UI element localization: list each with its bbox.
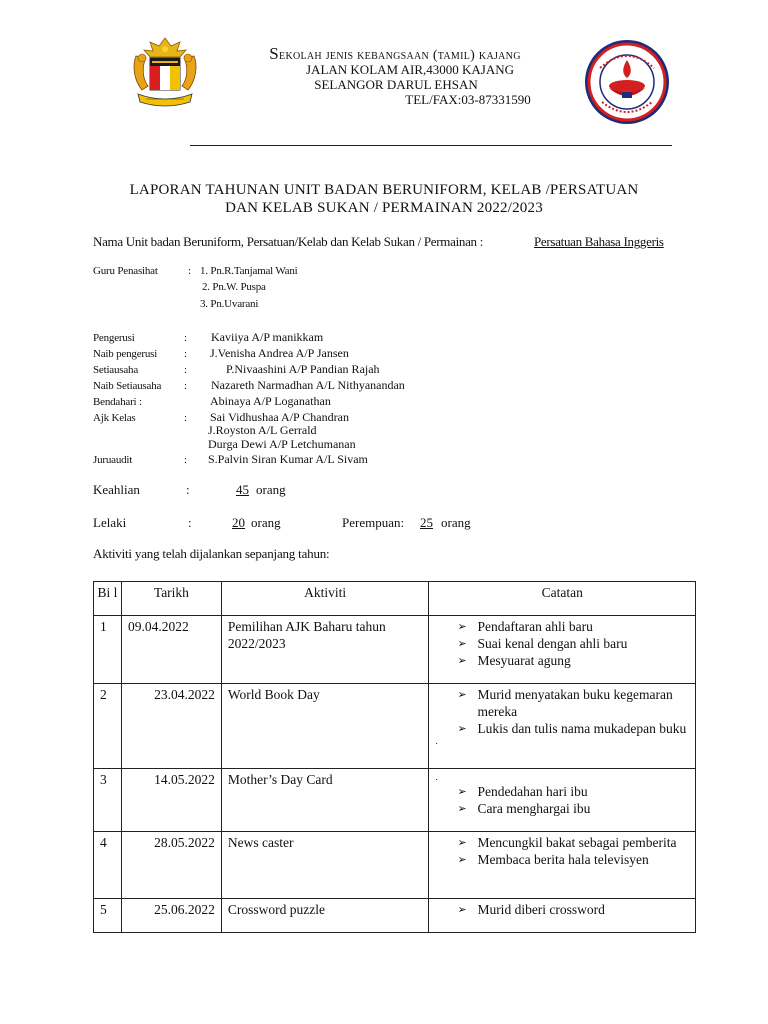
note-item: ➢ Murid diberi crossword — [457, 901, 689, 918]
committee-name: Sai Vidhushaa A/P Chandran — [210, 410, 349, 424]
membership-label: Keahlian — [93, 482, 140, 497]
school-name-initial: S — [269, 44, 280, 63]
row-date: 25.06.2022 — [121, 899, 221, 933]
committee-role: Bendahari : — [93, 396, 142, 408]
school-address-line1: JALAN KOLAM AIR,43000 KAJANG — [306, 62, 514, 77]
committee-colon: : — [184, 454, 187, 466]
male-count: 20 — [232, 515, 245, 530]
row-date: 14.05.2022 — [121, 769, 221, 832]
row-number: 4 — [94, 832, 122, 899]
note-item: ➢ Pendedahan hari ibu — [457, 783, 689, 800]
unit-name-label: Nama Unit badan Beruniform, Persatuan/Kelab dan Kelab Sukan / Permainan : — [93, 234, 484, 249]
note-item: ➢ Mesyuarat agung — [457, 652, 689, 669]
school-name — [220, 46, 570, 63]
table-row — [94, 616, 696, 684]
committee-role: Naib pengerusi — [93, 348, 158, 360]
advisor-2: 2. Pn.W. Puspa — [202, 281, 266, 293]
school-logo — [582, 38, 672, 126]
committee-colon: : — [184, 332, 187, 344]
table-header-row — [94, 582, 696, 616]
committee-name: J.Royston A/L Gerrald — [208, 423, 317, 437]
report-title-line1: LAPORAN TAHUNAN UNIT BADAN BERUNIFORM, KELAB /PERSATUAN — [129, 182, 639, 198]
unit-name-value: Persatuan Bahasa Inggeris — [534, 234, 664, 249]
activities-heading: Aktiviti yang telah dijalankan sepanjang tahun: — [93, 546, 330, 561]
row-number: 1 — [94, 616, 122, 684]
advisor-3: 3. Pn.Uvarani — [200, 298, 259, 310]
row-number: 2 — [94, 684, 122, 769]
committee-colon: : — [184, 348, 187, 360]
membership-colon: : — [186, 482, 190, 497]
committee-name: S.Palvin Siran Kumar A/L Sivam — [208, 452, 368, 466]
committee-colon: : — [184, 380, 187, 392]
committee-name: P.Nivaashini A/P Pandian Rajah — [226, 362, 380, 376]
female-count: 25 — [420, 515, 433, 530]
advisors-colon: : — [188, 265, 191, 277]
male-unit: orang — [251, 515, 281, 530]
table-row — [94, 899, 696, 933]
note-dot: . — [435, 736, 438, 746]
row-activity: Crossword puzzle — [221, 899, 429, 933]
advisor-1: 1. Pn.R.Tanjamal Wani — [200, 265, 298, 277]
header-activity: Aktiviti — [221, 582, 429, 616]
male-label: Lelaki — [93, 515, 127, 530]
row-activity: World Book Day — [221, 684, 429, 769]
header-notes: Catatan — [429, 582, 696, 616]
committee-role: Setiausaha — [93, 364, 139, 376]
table-row — [94, 769, 696, 832]
note-item: ➢ Membaca berita hala televisyen — [457, 851, 689, 868]
row-notes — [429, 684, 696, 769]
female-label: Perempuan: — [342, 515, 405, 530]
note-item: ➢ Murid menyatakan buku kegemaran mereka — [457, 686, 689, 720]
note-item: ➢ Pendaftaran ahli baru — [457, 618, 689, 635]
committee-colon: : — [184, 364, 187, 376]
row-notes — [429, 616, 696, 684]
committee-name: Nazareth Narmadhan A/L Nithyanandan — [211, 378, 405, 392]
row-date: 28.05.2022 — [121, 832, 221, 899]
row-notes — [429, 769, 696, 832]
note-item: ➢ Cara menghargai ibu — [457, 800, 689, 817]
committee-name: J.Venisha Andrea A/P Jansen — [210, 346, 349, 360]
row-notes — [429, 832, 696, 899]
row-number: 3 — [94, 769, 122, 832]
school-telfax: TEL/FAX:03-87331590 — [405, 92, 531, 107]
committee-name: Kaviiya A/P manikkam — [211, 330, 324, 344]
header-rule — [190, 145, 672, 146]
female-unit: orang — [441, 515, 471, 530]
committee-name: Abinaya A/P Loganathan — [210, 394, 331, 408]
committee-role: Naib Setiausaha — [93, 380, 162, 392]
committee-role: Juruaudit — [93, 454, 133, 466]
header-date: Tarikh — [121, 582, 221, 616]
row-number: 5 — [94, 899, 122, 933]
row-activity: Mother’s Day Card — [221, 769, 429, 832]
row-date: 09.04.2022 — [121, 616, 221, 684]
header-bil: Bi l — [94, 582, 122, 616]
school-name-rest: ekolah jenis kebangsaan (tamil) kajang — [279, 48, 521, 63]
note-dot: . — [435, 772, 438, 782]
activities-table — [93, 581, 696, 933]
membership-count: 45 — [236, 482, 249, 497]
school-address-line2: SELANGOR DARUL EHSAN — [314, 77, 478, 92]
coat-of-arms-logo — [128, 36, 202, 112]
male-colon: : — [188, 515, 192, 530]
row-date: 23.04.2022 — [121, 684, 221, 769]
note-item: ➢ Mencungkil bakat sebagai pemberita — [457, 834, 689, 851]
table-row — [94, 832, 696, 899]
committee-name: Durga Dewi A/P Letchumanan — [208, 437, 356, 451]
committee-role: Ajk Kelas — [93, 412, 136, 424]
report-title-line2: DAN KELAB SUKAN / PERMAINAN 2022/2023 — [225, 200, 543, 216]
note-item: ➢ Suai kenal dengan ahli baru — [457, 635, 689, 652]
advisors-label: Guru Penasihat — [93, 265, 158, 277]
row-activity: Pemilihan AJK Baharu tahun 2022/2023 — [221, 616, 429, 684]
committee-colon: : — [184, 412, 187, 424]
note-item: ➢ Lukis dan tulis nama mukadepan buku — [457, 720, 689, 737]
row-notes — [429, 899, 696, 933]
table-row — [94, 684, 696, 769]
membership-unit: orang — [256, 482, 286, 497]
committee-role: Pengerusi — [93, 332, 135, 344]
row-activity: News caster — [221, 832, 429, 899]
